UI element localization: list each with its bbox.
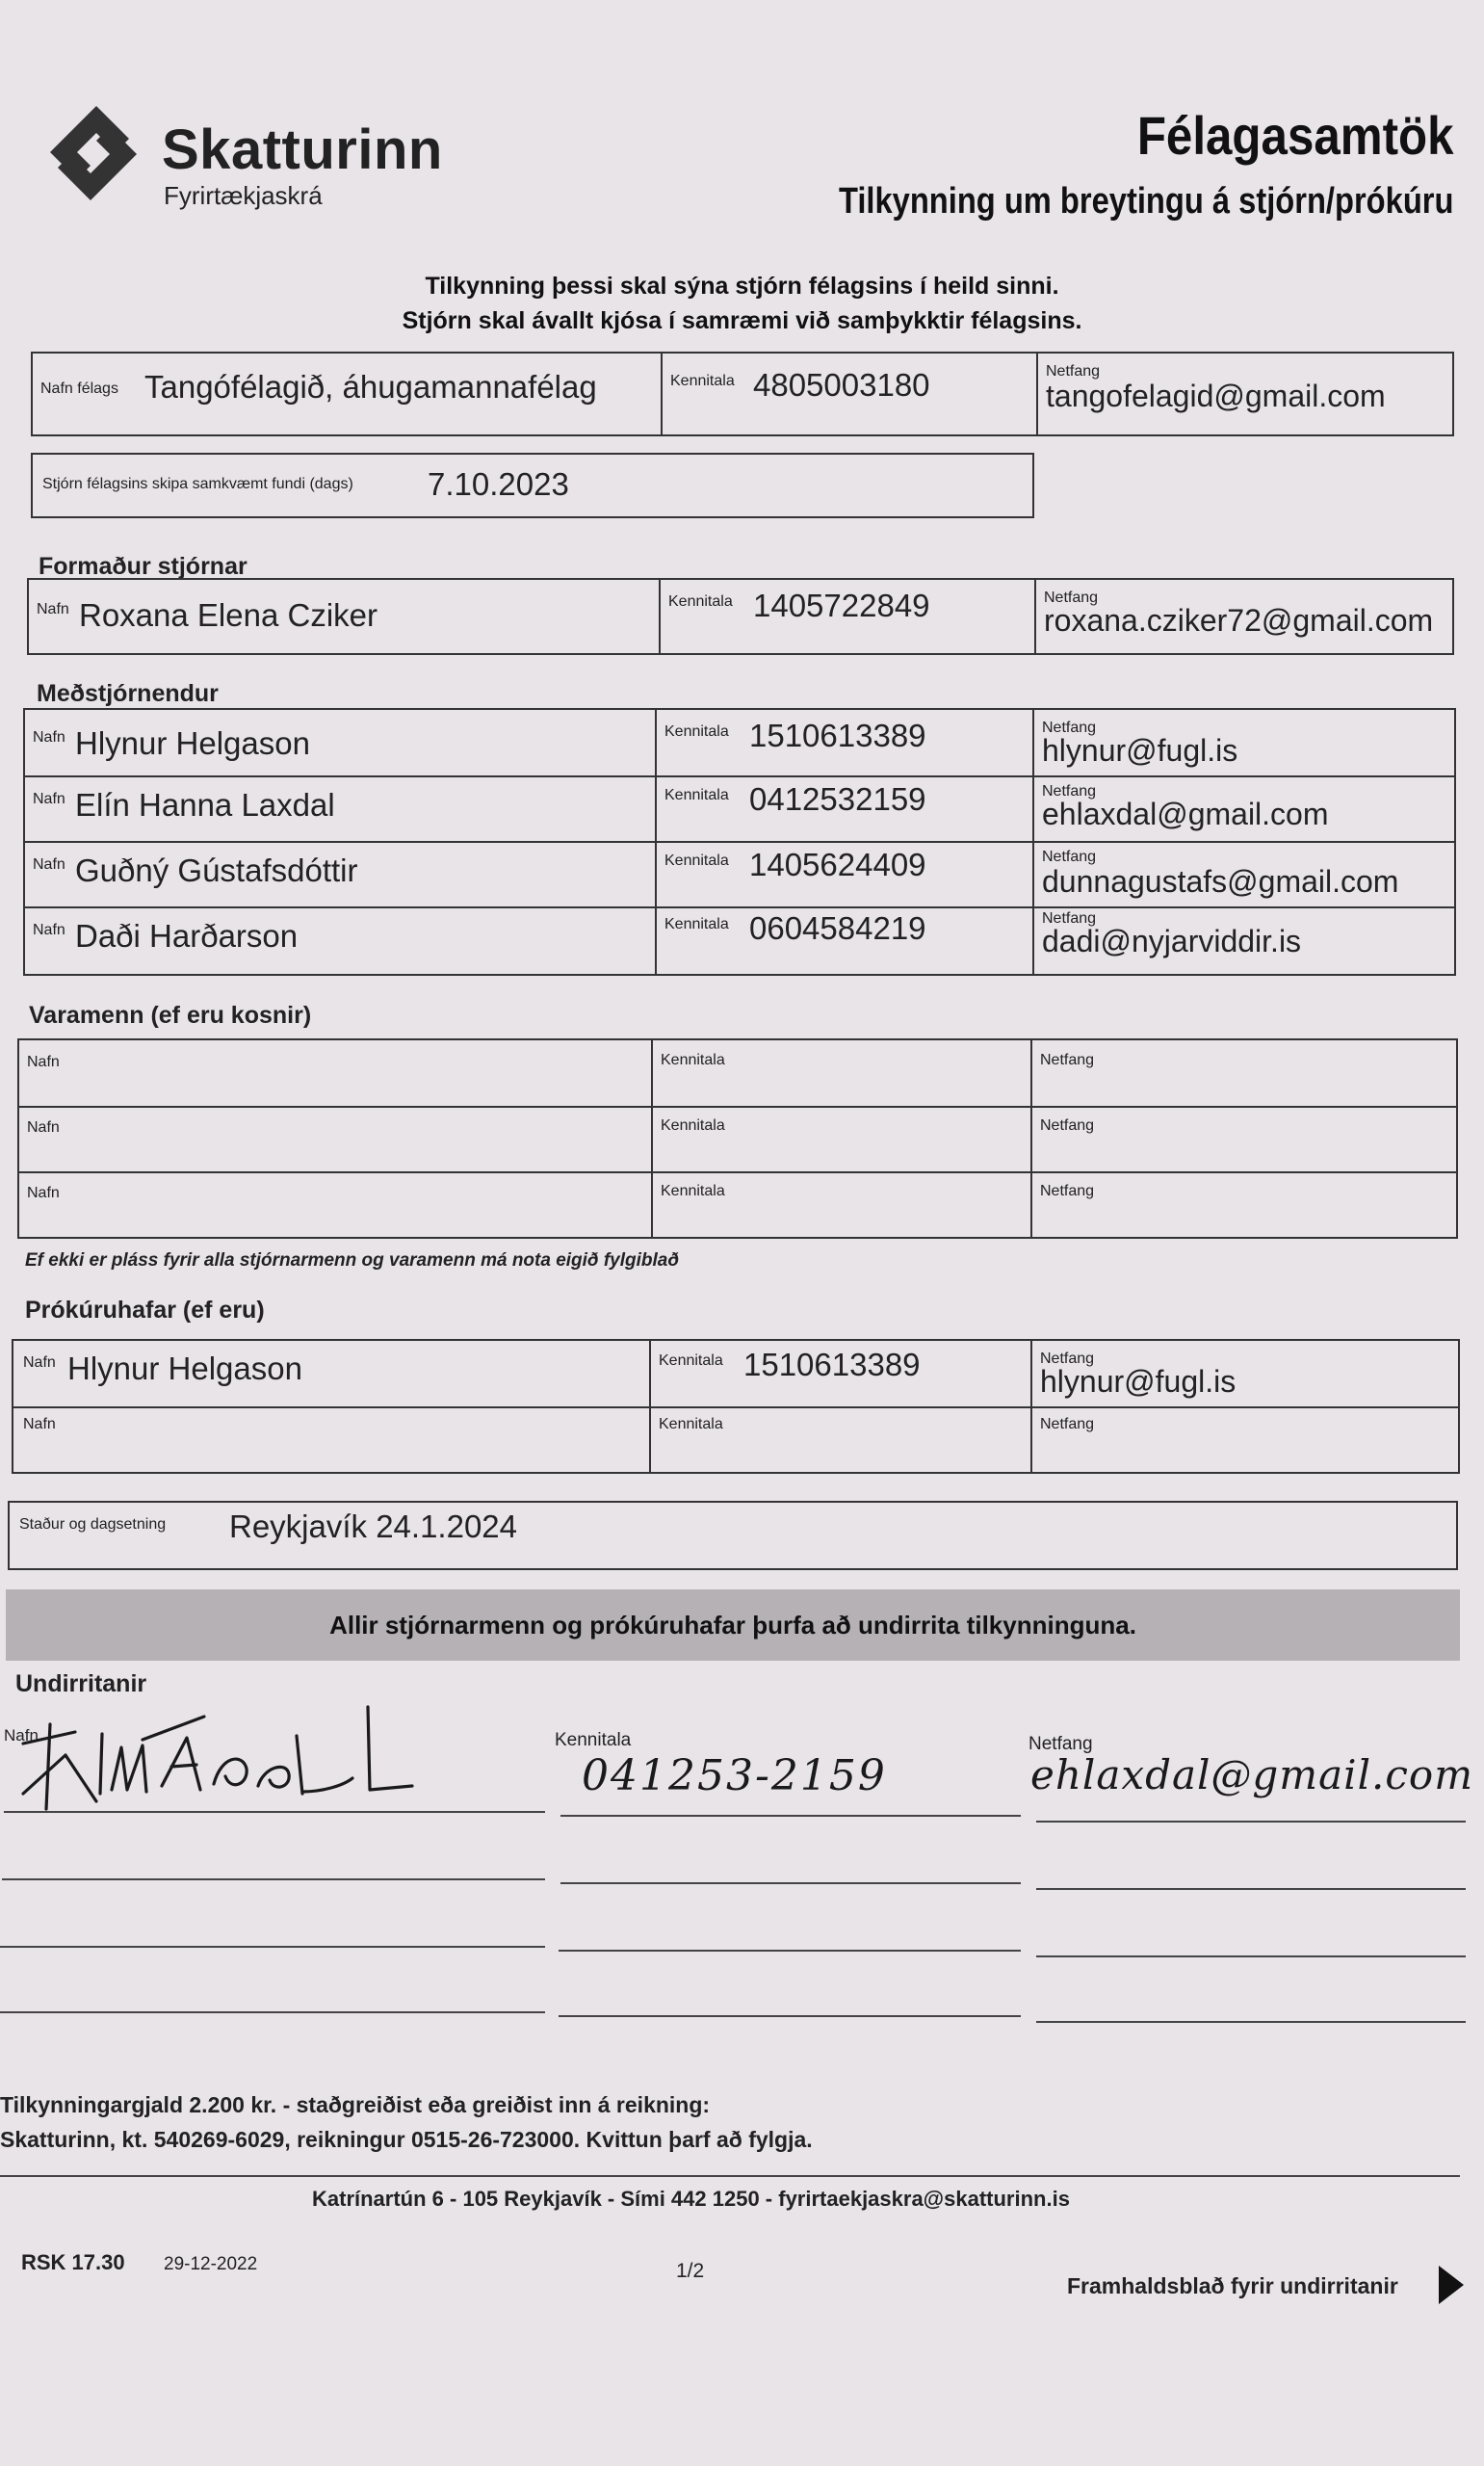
meeting-date-box[interactable] bbox=[31, 453, 1034, 518]
procuration-kennitala-cell[interactable] bbox=[649, 1341, 1030, 1406]
chair-name-cell[interactable] bbox=[29, 580, 659, 653]
intro-line-2: Stjórn skal ávallt kjósa í samræmi við samþykktir félagsins. bbox=[402, 307, 1082, 334]
org-kennitala-value: 4805003180 bbox=[753, 367, 930, 403]
table-row bbox=[13, 1341, 1458, 1408]
procuration-netfang-value: hlynur@fugl.is bbox=[1040, 1364, 1237, 1399]
fee-line-2: Skatturinn, kt. 540269-6029, reikningur 0515-26-723000. Kvittun þarf að fylgja. bbox=[0, 2127, 813, 2152]
procuration-table bbox=[12, 1339, 1460, 1474]
org-name-cell[interactable] bbox=[33, 354, 661, 434]
board-netfang-cell[interactable] bbox=[1032, 775, 1454, 841]
board-name-label: Nafn bbox=[33, 856, 65, 873]
alternate-netfang-label: Netfang bbox=[1040, 1117, 1095, 1134]
meeting-date-label: Stjórn félagsins skipa samkvæmt fundi (dags) bbox=[42, 476, 353, 492]
chair-kennitala-cell[interactable] bbox=[659, 580, 1034, 653]
table-row bbox=[19, 1171, 1456, 1237]
org-name-value: Tangófélagið, áhugamannafélag bbox=[144, 369, 597, 405]
board-name-value: Elín Hanna Laxdal bbox=[75, 787, 335, 823]
arrow-right-icon[interactable] bbox=[1439, 2266, 1464, 2304]
procuration-section-title: Prókúruhafar (ef eru) bbox=[25, 1297, 265, 1324]
procuration-kennitala-value: 1510613389 bbox=[743, 1347, 921, 1382]
board-name-cell[interactable] bbox=[25, 906, 655, 974]
organization-box bbox=[31, 352, 1454, 436]
board-name-value: Hlynur Helgason bbox=[75, 725, 310, 761]
procuration-kennitala-cell[interactable] bbox=[649, 1406, 1030, 1472]
alternate-name-cell[interactable] bbox=[19, 1171, 651, 1237]
chair-name-value: Roxana Elena Cziker bbox=[79, 597, 378, 633]
procuration-name-value: Hlynur Helgason bbox=[67, 1351, 302, 1386]
org-kennitala-label: Kennitala bbox=[670, 373, 735, 389]
meeting-date-value: 7.10.2023 bbox=[428, 466, 569, 502]
signer-kennitala-handwritten: 041253-2159 bbox=[582, 1751, 887, 1800]
signature-line[interactable] bbox=[1036, 1955, 1466, 1957]
signatures-section-title: Undirritanir bbox=[15, 1670, 147, 1697]
page-number: 1/2 bbox=[676, 2260, 705, 2282]
skatturinn-logo-icon bbox=[40, 100, 146, 206]
board-kennitala-cell[interactable] bbox=[655, 775, 1032, 841]
board-name-label: Nafn bbox=[33, 729, 65, 746]
procuration-kennitala-label: Kennitala bbox=[659, 1352, 723, 1369]
signature-line[interactable] bbox=[559, 2015, 1021, 2017]
alternate-netfang-cell[interactable] bbox=[1030, 1106, 1456, 1171]
signature-line[interactable] bbox=[559, 1950, 1021, 1952]
brand-subtitle: Fyrirtækjaskrá bbox=[164, 181, 323, 210]
form-date: 29-12-2022 bbox=[164, 2254, 258, 2274]
signature-kennitala-label: Kennitala bbox=[555, 1730, 632, 1750]
chair-name-label: Nafn bbox=[37, 601, 69, 617]
board-name-cell[interactable] bbox=[25, 841, 655, 906]
signature-line[interactable] bbox=[1036, 1888, 1466, 1890]
place-date-label: Staður og dagsetning bbox=[19, 1516, 167, 1533]
board-kennitala-label: Kennitala bbox=[664, 853, 729, 869]
alternate-netfang-label: Netfang bbox=[1040, 1052, 1095, 1068]
footer-address: Katrínartún 6 - 105 Reykjavík - Sími 442 1250 - fyrirtaekjaskra@skatturinn.is bbox=[312, 2187, 1070, 2211]
board-netfang-value: dunnagustafs@gmail.com bbox=[1042, 864, 1399, 899]
signature-line[interactable] bbox=[4, 1811, 545, 1813]
signature-requirement-banner: Allir stjórnarmenn og prókúruhafar þurfa að undirrita tilkynninguna. bbox=[6, 1589, 1460, 1661]
signature-line[interactable] bbox=[0, 2011, 545, 2013]
procuration-name-label: Nafn bbox=[23, 1416, 56, 1432]
alternate-kennitala-cell[interactable] bbox=[651, 1106, 1030, 1171]
document-title: Félagasamtök bbox=[1136, 105, 1453, 166]
alternate-name-label: Nafn bbox=[27, 1119, 60, 1136]
alternate-name-cell[interactable] bbox=[19, 1106, 651, 1171]
org-netfang-cell[interactable] bbox=[1036, 354, 1452, 434]
alternate-netfang-label: Netfang bbox=[1040, 1183, 1095, 1199]
form-code: RSK 17.30 bbox=[21, 2250, 125, 2274]
table-row bbox=[25, 775, 1454, 843]
intro-line-1: Tilkynning þessi skal sýna stjórn félagsins í heild sinni. bbox=[425, 273, 1059, 300]
signer-netfang-handwritten: ehlaxdal@gmail.com bbox=[1030, 1751, 1474, 1798]
signature-line[interactable] bbox=[560, 1815, 1021, 1817]
fee-line-1: Tilkynningargjald 2.200 kr. - staðgreiðist eða greiðist inn á reikning: bbox=[0, 2092, 711, 2117]
procuration-netfang-label: Netfang bbox=[1040, 1351, 1095, 1367]
board-kennitala-label: Kennitala bbox=[664, 787, 729, 803]
table-row bbox=[25, 906, 1454, 974]
alternate-netfang-cell[interactable] bbox=[1030, 1040, 1456, 1106]
place-date-value: Reykjavík 24.1.2024 bbox=[229, 1508, 518, 1544]
procuration-kennitala-label: Kennitala bbox=[659, 1416, 723, 1432]
signature-line[interactable] bbox=[2, 1878, 545, 1880]
chair-box bbox=[27, 578, 1454, 655]
place-date-box[interactable] bbox=[8, 1501, 1458, 1570]
board-netfang-label: Netfang bbox=[1042, 910, 1097, 927]
board-netfang-cell[interactable] bbox=[1032, 841, 1454, 906]
footer-divider bbox=[0, 2175, 1460, 2177]
board-kennitala-value: 0412532159 bbox=[749, 781, 926, 817]
table-row bbox=[25, 841, 1454, 908]
board-netfang-label: Netfang bbox=[1042, 720, 1097, 736]
board-netfang-value: dadi@nyjarviddir.is bbox=[1042, 924, 1302, 958]
chair-netfang-cell[interactable] bbox=[1034, 580, 1452, 653]
signature-line[interactable] bbox=[1036, 2021, 1466, 2023]
procuration-name-cell[interactable] bbox=[13, 1406, 649, 1472]
chair-kennitala-value: 1405722849 bbox=[753, 588, 930, 623]
alternates-section-title: Varamenn (ef eru kosnir) bbox=[29, 1002, 312, 1029]
alternate-kennitala-cell[interactable] bbox=[651, 1040, 1030, 1106]
alternate-kennitala-cell[interactable] bbox=[651, 1171, 1030, 1237]
alternate-kennitala-label: Kennitala bbox=[661, 1117, 725, 1134]
board-netfang-cell[interactable] bbox=[1032, 710, 1454, 775]
chair-netfang-label: Netfang bbox=[1044, 590, 1099, 606]
table-row bbox=[13, 1406, 1458, 1472]
board-kennitala-label: Kennitala bbox=[664, 916, 729, 932]
alternate-netfang-cell[interactable] bbox=[1030, 1171, 1456, 1237]
org-kennitala-cell[interactable] bbox=[661, 354, 1036, 434]
procuration-name-cell[interactable] bbox=[13, 1341, 649, 1406]
signature-netfang-label: Netfang bbox=[1028, 1734, 1093, 1754]
alternate-name-label: Nafn bbox=[27, 1185, 60, 1201]
board-table bbox=[23, 708, 1456, 976]
board-name-value: Daði Harðarson bbox=[75, 918, 299, 954]
alternate-name-cell[interactable] bbox=[19, 1040, 651, 1106]
board-name-value: Guðný Gústafsdóttir bbox=[75, 853, 358, 888]
board-section-title: Meðstjórnendur bbox=[37, 680, 219, 707]
board-name-cell[interactable] bbox=[25, 710, 655, 775]
board-name-cell[interactable] bbox=[25, 775, 655, 841]
org-netfang-label: Netfang bbox=[1046, 363, 1101, 380]
board-netfang-label: Netfang bbox=[1042, 783, 1097, 800]
procuration-netfang-cell[interactable] bbox=[1030, 1341, 1458, 1406]
alternate-name-label: Nafn bbox=[27, 1054, 60, 1070]
handwritten-signature[interactable] bbox=[8, 1697, 422, 1813]
brand-name: Skatturinn bbox=[162, 118, 443, 181]
alternate-kennitala-label: Kennitala bbox=[661, 1052, 725, 1068]
board-kennitala-cell[interactable] bbox=[655, 906, 1032, 974]
board-kennitala-label: Kennitala bbox=[664, 723, 729, 740]
table-row bbox=[19, 1106, 1456, 1173]
signature-line[interactable] bbox=[1036, 1821, 1466, 1823]
board-name-label: Nafn bbox=[33, 922, 65, 938]
alternates-table bbox=[17, 1038, 1458, 1239]
procuration-name-label: Nafn bbox=[23, 1354, 56, 1371]
board-netfang-value: hlynur@fugl.is bbox=[1042, 733, 1238, 768]
signature-line[interactable] bbox=[0, 1946, 545, 1948]
procuration-netfang-cell[interactable] bbox=[1030, 1406, 1458, 1472]
table-row bbox=[19, 1040, 1456, 1108]
board-netfang-cell[interactable] bbox=[1032, 906, 1454, 974]
org-name-label: Nafn félags bbox=[40, 380, 118, 397]
chair-section-title: Formaður stjórnar bbox=[39, 553, 247, 580]
chair-netfang-value: roxana.cziker72@gmail.com bbox=[1044, 603, 1434, 638]
procuration-netfang-label: Netfang bbox=[1040, 1416, 1095, 1432]
board-kennitala-value: 0604584219 bbox=[749, 910, 926, 946]
alternate-kennitala-label: Kennitala bbox=[661, 1183, 725, 1199]
board-kennitala-cell[interactable] bbox=[655, 841, 1032, 906]
signature-name-label: Nafn bbox=[4, 1726, 39, 1745]
continuation-label[interactable]: Framhaldsblað fyrir undirritanir bbox=[1067, 2273, 1398, 2298]
board-kennitala-cell[interactable] bbox=[655, 710, 1032, 775]
board-netfang-value: ehlaxdal@gmail.com bbox=[1042, 797, 1329, 831]
org-netfang-value: tangofelagid@gmail.com bbox=[1046, 379, 1386, 413]
document-subtitle: Tilkynning um breytingu á stjórn/prókúru bbox=[838, 181, 1453, 222]
extra-sheet-note: Ef ekki er pláss fyrir alla stjórnarmenn og varamenn má nota eigið fylgiblað bbox=[25, 1250, 679, 1271]
board-name-label: Nafn bbox=[33, 791, 65, 807]
signature-line[interactable] bbox=[560, 1882, 1021, 1884]
table-row bbox=[25, 710, 1454, 777]
board-kennitala-value: 1510613389 bbox=[749, 718, 926, 753]
board-kennitala-value: 1405624409 bbox=[749, 847, 926, 882]
board-netfang-label: Netfang bbox=[1042, 849, 1097, 865]
chair-kennitala-label: Kennitala bbox=[668, 593, 733, 610]
